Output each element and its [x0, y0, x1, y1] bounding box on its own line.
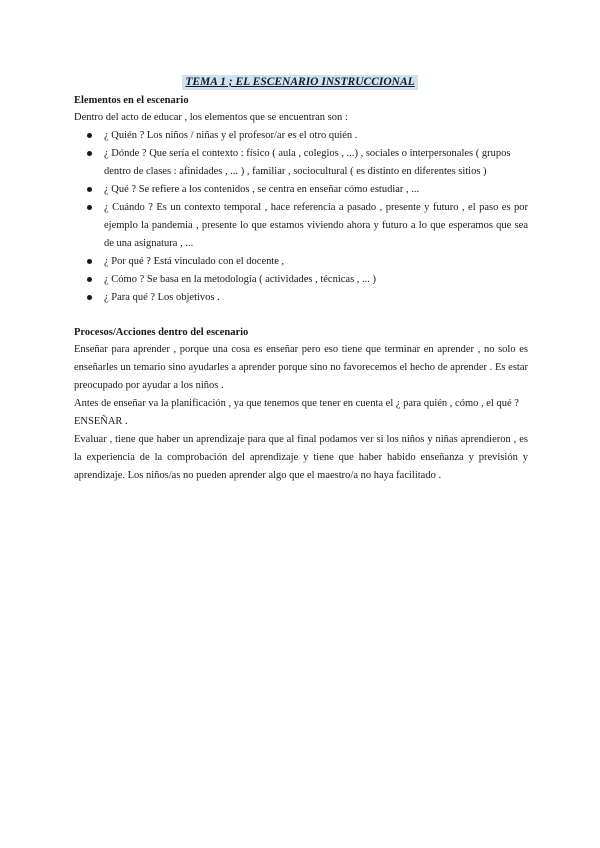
list-item [74, 181, 528, 199]
section-intro: Dentro del acto de educar , los elementos que se encuentran son : [74, 112, 348, 123]
list-item [74, 289, 528, 307]
list-item-text: ¿ Cuándo ? Es un contexto temporal , hace referencia a pasado , presente y futuro , el paso es por ejemplo la pandemia , presente lo que estamos viviendo ahora y futuro a lo que esperamos que sea de una asignatura , ... [104, 202, 528, 249]
paragraph: Evaluar , tiene que haber un aprendizaje para que al final podamos ver si los niños y niñas aprendieron , es la experiencia de la comprobación del aprendizaje y tiene que haber habido enseñanza y previsión y aprendizaje. Los niños/as no pueden aprender algo que el maestro/a no haya facilitado . [74, 434, 528, 481]
list-item [74, 253, 528, 271]
bullet-icon [87, 259, 92, 264]
document-title: TEMA 1 ; EL ESCENARIO INSTRUCCIONAL [182, 75, 417, 90]
list-item-text: ¿ Quién ? Los niños / niñas y el profesor/ar es el otro quién . [104, 130, 358, 141]
section-heading-procesos: Procesos/Acciones dentro del escenario [74, 327, 249, 338]
section-heading-elementos: Elementos en el escenario [74, 95, 189, 106]
list-item-text: ¿ Cómo ? Se basa en la metodología ( actividades , técnicas , ... ) [104, 274, 377, 285]
document-body [74, 92, 528, 485]
list-item-text: ¿ Qué ? Se refiere a los contenidos , se centra en enseñar cómo estudiar , ... [104, 184, 420, 195]
list-item [74, 145, 528, 181]
list-item-text: ¿ Dónde ? Que sería el contexto : físico ( aula , colegios , ...) , sociales o interpersonales ( grupos dentro de clases : afinidades , ... ) , familiar , sociocultural ( es distinto en diferentes sitios ) [104, 148, 511, 177]
section-spacer [74, 307, 528, 324]
paragraph: Antes de enseñar va la planificación , ya que tenemos que tener en cuenta el ¿ para quién , cómo , el qué ? ENSEÑAR . [74, 398, 519, 427]
list-item [74, 199, 528, 253]
list-item-text: ¿ Para qué ? Los objetivos . [104, 292, 220, 303]
list-item [74, 271, 528, 289]
paragraph: Enseñar para aprender , porque una cosa es enseñar pero eso tiene que terminar en aprender , no solo es enseñarles un temario sino ayudarles a aprender porque sino no favorecemos el hecho de aprender . Es estar preocupado por ayudar a los niños . [74, 344, 528, 391]
bullet-icon [87, 133, 92, 138]
bullet-icon [87, 205, 92, 210]
list-item-text: ¿ Por qué ? Está vinculado con el docente , [104, 256, 285, 267]
bullet-icon [87, 151, 92, 156]
bullet-icon [87, 277, 92, 282]
elements-list [74, 127, 528, 307]
bullet-icon [87, 295, 92, 300]
title-container [0, 72, 600, 90]
list-item [74, 127, 528, 145]
bullet-icon [87, 187, 92, 192]
